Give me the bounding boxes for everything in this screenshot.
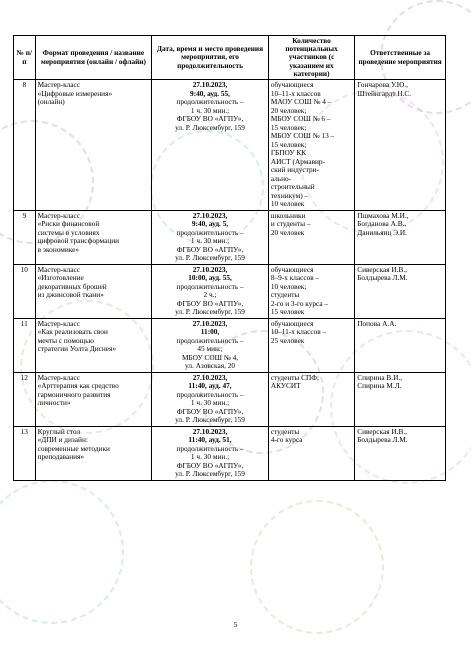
responsible-line: Сиверская И.В., xyxy=(357,264,407,274)
event-when-line: 1 ч. 30 мин.; xyxy=(190,452,230,462)
row-number: 13 xyxy=(14,426,36,480)
event-when-line: 1 ч. 30 мин.; xyxy=(190,398,230,408)
event-date: 27.10.2023, xyxy=(192,210,228,220)
event-when-line: ФГБОУ ВО «АГПУ», xyxy=(176,298,244,308)
event-format-line: Мастер-класс xyxy=(37,318,80,328)
event-format-line: гармоничного развития xyxy=(37,389,111,399)
participants-line: МБОУ СОШ № 13 – xyxy=(270,131,335,141)
event-responsible-cell xyxy=(355,264,446,318)
event-when-line: ул. Р. Люксембург, 159 xyxy=(175,469,245,479)
event-participants-cell xyxy=(268,264,354,318)
event-format-line: Мастер-класс xyxy=(37,372,80,382)
event-when-line: продолжительность – xyxy=(176,389,244,399)
event-when-line: ФГБОУ ВО «АГПУ», xyxy=(176,406,244,416)
participants-line: 15 человек; xyxy=(270,122,307,132)
participants-line: 8–9-х классов – xyxy=(270,273,320,283)
participants-line: 15 человек xyxy=(270,307,305,317)
participants-line: 10 человек xyxy=(270,199,305,209)
event-date: 27.10.2023, xyxy=(192,372,228,382)
event-format-line: Круглый стол xyxy=(37,426,81,436)
event-when-line: ул. Р. Люксембург, 159 xyxy=(175,307,245,317)
event-when-line: продолжительность – xyxy=(176,227,244,237)
event-format-line: «ДПИ и дизайн: xyxy=(37,435,88,445)
event-date: 27.10.2023, xyxy=(192,80,228,90)
event-format-cell xyxy=(35,372,152,426)
event-format-line: «Арттерапия как средство xyxy=(37,381,119,391)
event-participants-cell xyxy=(268,80,354,211)
event-when-line: продолжительность – xyxy=(176,97,244,107)
table-header-row xyxy=(14,36,446,80)
participants-line: 15 человек; xyxy=(270,139,307,149)
table-row xyxy=(14,80,446,211)
row-number: 8 xyxy=(14,80,36,211)
event-participants-cell xyxy=(268,210,354,264)
event-when-line: ФГБОУ ВО «АГПУ», xyxy=(176,114,244,124)
event-format-line: «Цифровые измерения» xyxy=(37,88,113,98)
event-time-room: 11:40, ауд. 47, xyxy=(188,381,232,391)
participants-line: студенты СПФ; xyxy=(270,372,320,382)
participants-line: обучающиеся xyxy=(270,264,314,274)
event-format-line: Мастер-класс xyxy=(37,264,80,274)
event-when-cell xyxy=(152,318,269,372)
event-when-line: ул. Р. Люксембург, 159 xyxy=(175,253,245,263)
participants-line: 4-го курса xyxy=(270,435,303,445)
table-row xyxy=(14,372,446,426)
event-format-cell xyxy=(35,80,152,211)
participants-line: школьники xyxy=(270,210,306,220)
event-when-line: ФГБОУ ВО «АГПУ», xyxy=(176,244,244,254)
participants-line: 20 человек xyxy=(270,227,305,237)
event-format-line: (онлайн) xyxy=(37,97,65,107)
event-responsible-cell xyxy=(355,426,446,480)
participants-line: 10 человек; xyxy=(270,281,307,291)
event-when-line: ул. Р. Люксембург, 159 xyxy=(175,122,245,132)
participants-line: МАОУ СОШ № 4 – xyxy=(270,97,332,107)
participants-line: МБОУ СОШ № 6 – xyxy=(270,114,331,124)
event-responsible-cell xyxy=(355,372,446,426)
event-when-cell xyxy=(152,264,269,318)
event-when-line: 1 ч. 30 мин.; xyxy=(190,105,230,115)
participants-line: обучающиеся xyxy=(270,80,314,90)
event-when-line: 1 ч. 30 мин.; xyxy=(190,236,230,246)
header-format: Формат проведения / название мероприятия (онлайн / офлайн) xyxy=(35,36,152,80)
event-participants-cell xyxy=(268,426,354,480)
responsible-line: Богданова А.В., xyxy=(357,219,407,229)
event-format-line: Мастер-класс xyxy=(37,80,80,90)
participants-line: 10–11-х классов xyxy=(270,88,321,98)
responsible-line: Попова А.А. xyxy=(357,318,397,328)
event-when-cell xyxy=(152,372,269,426)
event-responsible-cell xyxy=(355,210,446,264)
event-format-line: цифровой трансформации xyxy=(37,236,120,246)
header-num: № п/п xyxy=(14,36,36,80)
event-responsible-cell xyxy=(355,80,446,211)
event-when-line: 2 ч.; xyxy=(203,290,217,300)
responsible-line: Спирина В.И., xyxy=(357,372,403,382)
event-format-line: преподавания» xyxy=(37,452,85,462)
responsible-line: Сиверская И.В., xyxy=(357,426,407,436)
event-when-cell xyxy=(152,210,269,264)
participants-line: АИСТ (Армавир- xyxy=(270,156,326,166)
participants-line: 10–11-х классов – xyxy=(270,327,327,337)
participants-line: АКУСИТ xyxy=(270,381,301,391)
event-format-line: Мастер-класс xyxy=(37,210,80,220)
table-row xyxy=(14,318,446,372)
header-responsible: Ответственные за проведение мероприятия xyxy=(355,36,446,80)
event-format-line: личности» xyxy=(37,398,71,408)
page-number: 5 xyxy=(233,620,238,629)
row-number: 9 xyxy=(14,210,36,264)
event-when-line: продолжительность – xyxy=(176,281,244,291)
row-number: 11 xyxy=(14,318,36,372)
responsible-line: Болдырева Л.М. xyxy=(357,435,408,445)
responsible-line: Спирина М.Л. xyxy=(357,381,402,391)
participants-line: 2-го и 3-го курса – xyxy=(270,298,329,308)
event-when-line: продолжительность – xyxy=(176,335,244,345)
participants-line: строительный xyxy=(270,182,315,192)
participants-line: обучающиеся xyxy=(270,318,314,328)
participants-line: техникум) – xyxy=(270,190,309,200)
event-format-line: «Как реализовать свои xyxy=(37,327,108,337)
event-format-line: в экономике» xyxy=(37,244,80,254)
event-time-room: 11:00, xyxy=(200,327,220,337)
event-format-line: «Риски финансовой xyxy=(37,219,100,229)
event-when-line: 45 мин.; xyxy=(197,344,223,354)
table-row xyxy=(14,426,446,480)
participants-line: студенты xyxy=(270,426,300,436)
festival-watermark xyxy=(0,480,124,624)
participants-line: ГБПОУ КК xyxy=(270,148,307,158)
event-when-line: продолжительность – xyxy=(176,443,244,453)
table-body xyxy=(14,80,446,481)
event-format-line: стратегии Уолта Диснея» xyxy=(37,344,117,354)
responsible-line: Штейнгардт Н.С. xyxy=(357,88,412,98)
participants-line: студенты xyxy=(270,290,300,300)
participants-line: и студенты – xyxy=(270,219,311,229)
events-table xyxy=(13,35,446,481)
event-format-cell xyxy=(35,426,152,480)
responsible-line: Данильянц Э.И. xyxy=(357,227,407,237)
responsible-line: Болдырева Л.М. xyxy=(357,273,408,283)
event-when-line: ФГБОУ ВО «АГПУ», xyxy=(176,460,244,470)
event-when-cell xyxy=(152,426,269,480)
event-when-line: МБОУ СОШ № 4, xyxy=(182,352,239,362)
row-number: 12 xyxy=(14,372,36,426)
event-date: 27.10.2023, xyxy=(192,426,228,436)
responsible-line: Пшмахова М.И., xyxy=(357,210,409,220)
event-when-line: ул. Р. Люксембург, 159 xyxy=(175,415,245,425)
row-number: 10 xyxy=(14,264,36,318)
event-responsible-cell xyxy=(355,318,446,372)
event-format-cell xyxy=(35,318,152,372)
participants-line: ально- xyxy=(270,173,292,183)
event-format-cell xyxy=(35,264,152,318)
responsible-line: Гончарова У.Ю., xyxy=(357,80,408,90)
table-row xyxy=(14,210,446,264)
participants-line: 25 человек xyxy=(270,335,305,345)
event-when-line: ул. Азовская, 20 xyxy=(185,361,236,371)
event-format-line: «Изготовление xyxy=(37,273,84,283)
event-format-line: современные методики xyxy=(37,443,110,453)
event-format-line: из джинсовой ткани» xyxy=(37,290,104,300)
event-format-line: мечты с помощью xyxy=(37,335,94,345)
event-format-line: системы в условиях xyxy=(37,227,100,237)
event-participants-cell xyxy=(268,318,354,372)
event-when-cell xyxy=(152,80,269,211)
event-time-room: 9:40, ауд. 55, xyxy=(190,88,230,98)
festival-watermark xyxy=(250,500,384,634)
event-date: 27.10.2023, xyxy=(192,264,228,274)
event-date: 27.10.2023, xyxy=(192,318,228,328)
event-time-room: 9:40, ауд. 5, xyxy=(191,219,229,229)
table-row xyxy=(14,264,446,318)
header-when: Дата, время и место проведения мероприятия, его продолжительность xyxy=(152,36,269,80)
event-time-room: 11:40, ауд. 51, xyxy=(188,435,232,445)
event-format-line: декоративных брошей xyxy=(37,281,107,291)
event-format-cell xyxy=(35,210,152,264)
event-participants-cell xyxy=(268,372,354,426)
participants-line: ский индустри- xyxy=(270,165,319,175)
event-time-room: 10:00, ауд. 55, xyxy=(188,273,232,283)
participants-line: 20 человек; xyxy=(270,105,307,115)
header-participants: Количество потенциальных участников (с указанием их категории) xyxy=(268,36,354,80)
